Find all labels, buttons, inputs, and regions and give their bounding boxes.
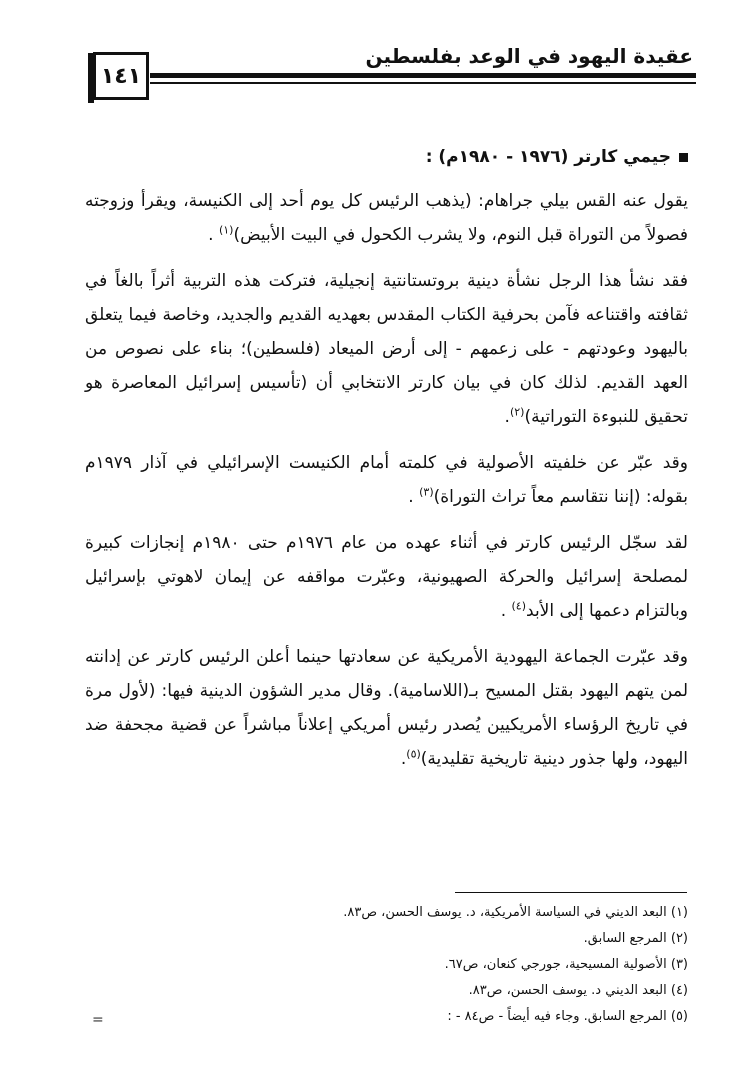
margin-mark: =: [92, 1012, 104, 1028]
header-rule-thick: [150, 73, 696, 78]
body-text: [85, 140, 688, 788]
footnote: (٤) البعد الديني د. يوسف الحسن، ص٨٣.: [468, 983, 688, 998]
footnote-divider: [455, 892, 687, 893]
book-title: عقيدة اليهود في الوعد بفلسطين: [365, 44, 693, 68]
paragraph-text: وقد عبّرت الجماعة اليهودية الأمريكية عن سعادتها حينما أعلن الرئيس كارتر عن إدانته لمن يتهم اليهود بقتل المسيح بـ(اللاسامية). وقال مدير الشؤون الدينية فيها: (لأول مرة في تاريخ الرؤساء الأمريكيين يُصدر رئيس أمريكي إعلاناً مباشراً عن قضية مجحفة ضد اليهود، ولها جذور دينية تاريخية تقليدية): [85, 647, 688, 769]
section-title: [85, 140, 688, 174]
footnote-ref: (٢): [509, 405, 525, 419]
footnote-ref: (٥): [406, 747, 421, 761]
paragraph: [85, 184, 688, 252]
paragraph-end: .: [500, 601, 512, 621]
square-bullet-icon: [679, 153, 688, 162]
paragraph-end: .: [504, 407, 510, 427]
footnote: (٣) الأصولية المسيحية، جورجي كنعان، ص٦٧.: [444, 957, 688, 972]
paragraph-text: لقد سجّل الرئيس كارتر في أثناء عهده من عام ١٩٧٦م حتى ١٩٨٠م إنجازات كبيرة لمصلحة إسرائيل والحركة الصهيونية، وعبّرت مواقفه عن إيمان لاهوتي بإسرائيل وبالتزام دعمها إلى الأبد: [85, 533, 688, 621]
paragraph-text: فقد نشأ هذا الرجل نشأة دينية بروتستانتية إنجيلية، فتركت هذه التربية أثراً بالغاً في ثقافته واقتناعه فآمن بحرفية الكتاب المقدس بعهديه القديم والجديد، وخاصة فيما يتعلق باليهود وعودتهم - على زعمهم - إلى أرض الميعاد (فلسطين)؛ بناء على نصوص من العهد القديم. لذلك كان في بيان كارتر الانتخابي أن (تأسيس إسرائيل المعاصرة هو تحقيق للنبوءة التوراتية): [85, 271, 688, 427]
paragraph-text: وقد عبّر عن خلفيته الأصولية في كلمته أمام الكنيست الإسرائيلي في آذار ١٩٧٩م بقوله: (إننا نتقاسم معاً تراث التوراة): [85, 453, 688, 507]
paragraph-text: يقول عنه القس بيلي جراهام: (يذهب الرئيس كل يوم أحد إلى الكنيسة، ويقرأ وزوجته فصولاً من التوراة قبل النوم، ولا يشرب الكحول في البيت الأبيض): [85, 191, 688, 245]
paragraph: [85, 264, 688, 434]
footnote-ref: (١): [218, 223, 234, 237]
paragraph-end: .: [408, 487, 420, 507]
paragraph: [85, 446, 688, 514]
footnote: (٢) المرجع السابق.: [583, 931, 688, 946]
footnote-ref: (٤): [511, 599, 527, 613]
paragraph-end: .: [400, 749, 407, 769]
footnote: (٥) المرجع السابق. وجاء فيه أيضاً - ص٨٤ - :: [447, 1009, 688, 1024]
footnotes: [88, 900, 688, 1030]
header-rule-thin: [150, 82, 696, 84]
page-header: [0, 0, 748, 110]
paragraph-end: .: [208, 225, 219, 245]
paragraph: [85, 640, 688, 776]
section-title-text: جيمي كارتر (١٩٧٦ - ١٩٨٠م) :: [425, 147, 671, 167]
page-number: ١٤١: [93, 52, 149, 100]
paragraph: [85, 526, 688, 628]
footnote: (١) البعد الديني في السياسة الأمريكية، د. يوسف الحسن، ص٨٣.: [343, 905, 688, 920]
footnote-ref: (٣): [419, 485, 434, 499]
